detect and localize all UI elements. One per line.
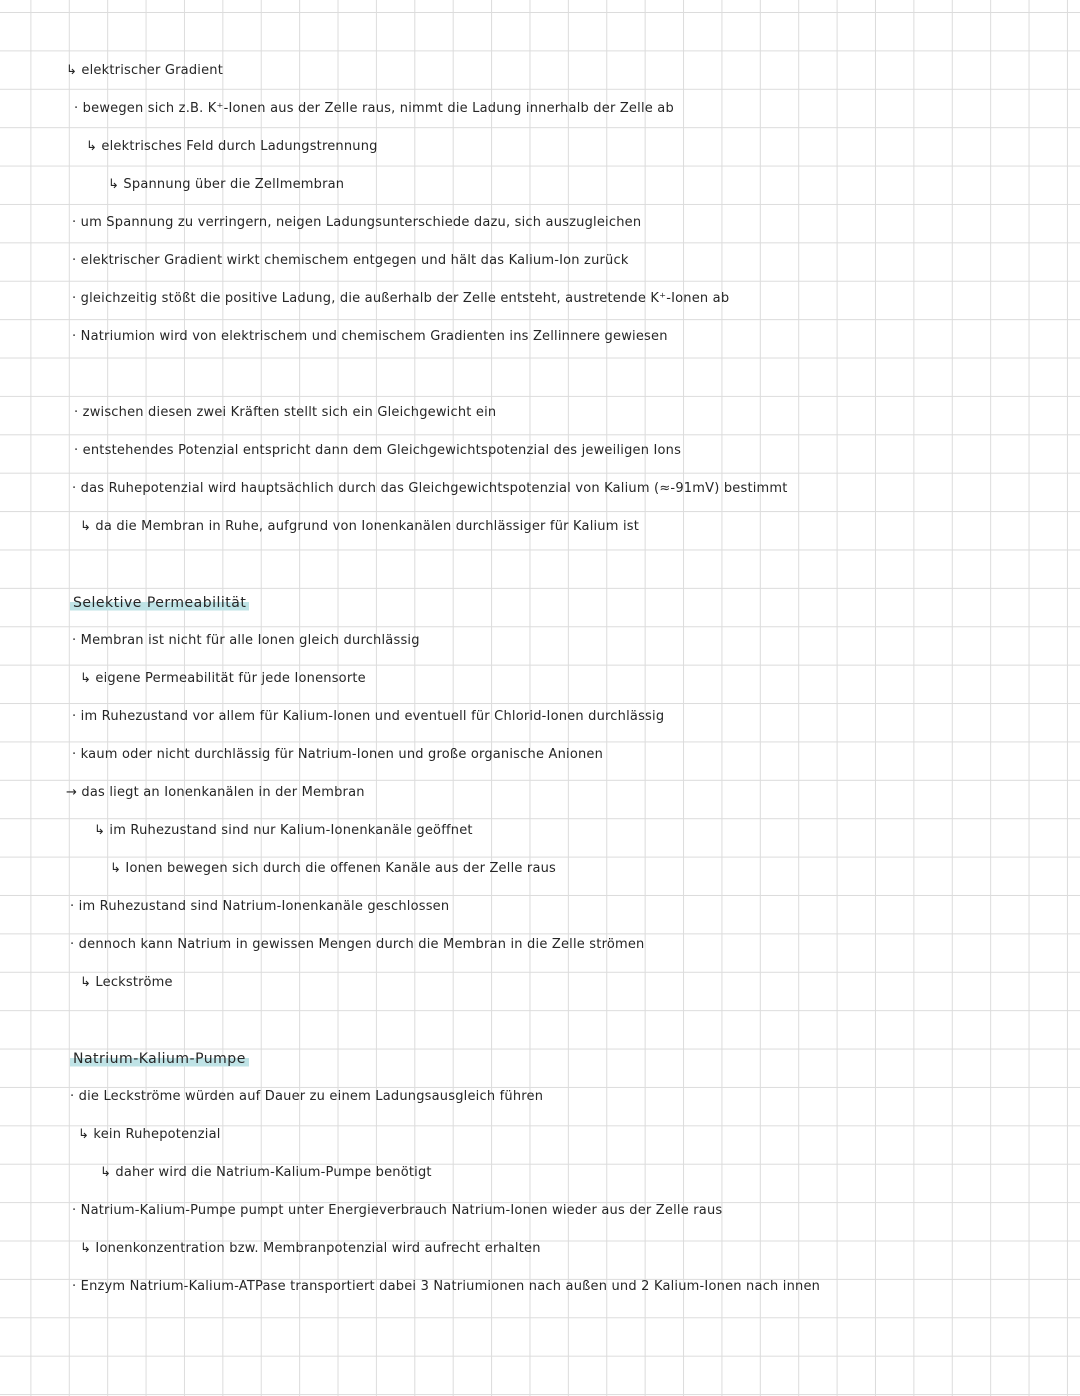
- note-line: · im Ruhezustand sind Natrium-Ionenkanäle geschlossen: [70, 899, 450, 914]
- heading-selective-permeability: Selektive Permeabilität: [70, 594, 249, 612]
- note-line: → das liegt an Ionenkanälen in der Membran: [66, 785, 365, 800]
- note-line-electric-gradient: ↳ elektrischer Gradient: [66, 63, 224, 78]
- note-line: ↳ elektrisches Feld durch Ladungstrennung: [86, 139, 378, 154]
- note-line: · Natriumion wird von elektrischem und chemischem Gradienten ins Zellinnere gewiesen: [72, 329, 668, 344]
- note-line: · Natrium-Kalium-Pumpe pumpt unter Energieverbrauch Natrium-Ionen wieder aus der Zelle raus: [72, 1203, 723, 1218]
- note-line: ↳ kein Ruhepotenzial: [78, 1127, 221, 1142]
- note-line: ↳ Ionenkonzentration bzw. Membranpotenzial wird aufrecht erhalten: [80, 1241, 541, 1256]
- note-line: · elektrischer Gradient wirkt chemischem entgegen und hält das Kalium-Ion zurück: [72, 253, 629, 268]
- note-line: · dennoch kann Natrium in gewissen Mengen durch die Membran in die Zelle strömen: [70, 937, 645, 952]
- note-line: · zwischen diesen zwei Kräften stellt sich ein Gleichgewicht ein: [74, 405, 497, 420]
- note-line: · gleichzeitig stößt die positive Ladung, die außerhalb der Zelle entsteht, austretende K⁺-Ionen ab: [72, 291, 730, 306]
- note-line: · entstehendes Potenzial entspricht dann dem Gleichgewichtspotenzial des jeweiligen Ions: [74, 443, 682, 458]
- note-line: ↳ daher wird die Natrium-Kalium-Pumpe benötigt: [100, 1165, 432, 1180]
- note-line: · im Ruhezustand vor allem für Kalium-Ionen und eventuell für Chlorid-Ionen durchlässig: [72, 709, 665, 724]
- note-line: ↳ eigene Permeabilität für jede Ionensorte: [80, 671, 366, 686]
- note-line: ↳ Spannung über die Zellmembran: [108, 177, 345, 192]
- note-line: ↳ im Ruhezustand sind nur Kalium-Ionenkanäle geöffnet: [94, 823, 473, 838]
- note-line: · Enzym Natrium-Kalium-ATPase transportiert dabei 3 Natriumionen nach außen und 2 Kalium-Ionen nach innen: [72, 1279, 821, 1294]
- note-line: ↳ da die Membran in Ruhe, aufgrund von Ionenkanälen durchlässiger für Kalium ist: [80, 519, 640, 534]
- note-line: ↳ Leckströme: [80, 975, 173, 990]
- note-line: · das Ruhepotenzial wird hauptsächlich durch das Gleichgewichtspotenzial von Kalium (≈-91mV) bestimmt: [72, 481, 788, 496]
- note-line: · bewegen sich z.B. K⁺-Ionen aus der Zelle raus, nimmt die Ladung innerhalb der Zelle ab: [74, 101, 674, 116]
- note-line: · die Leckströme würden auf Dauer zu einem Ladungsausgleich führen: [70, 1089, 544, 1104]
- heading-sodium-potassium-pump: Natrium-Kalium-Pumpe: [70, 1050, 249, 1068]
- note-line: · kaum oder nicht durchlässig für Natrium-Ionen und große organische Anionen: [72, 747, 604, 762]
- note-line: ↳ Ionen bewegen sich durch die offenen Kanäle aus der Zelle raus: [110, 861, 557, 876]
- note-line: · Membran ist nicht für alle Ionen gleich durchlässig: [72, 633, 420, 648]
- note-line: · um Spannung zu verringern, neigen Ladungsunterschiede dazu, sich auszugleichen: [72, 215, 642, 230]
